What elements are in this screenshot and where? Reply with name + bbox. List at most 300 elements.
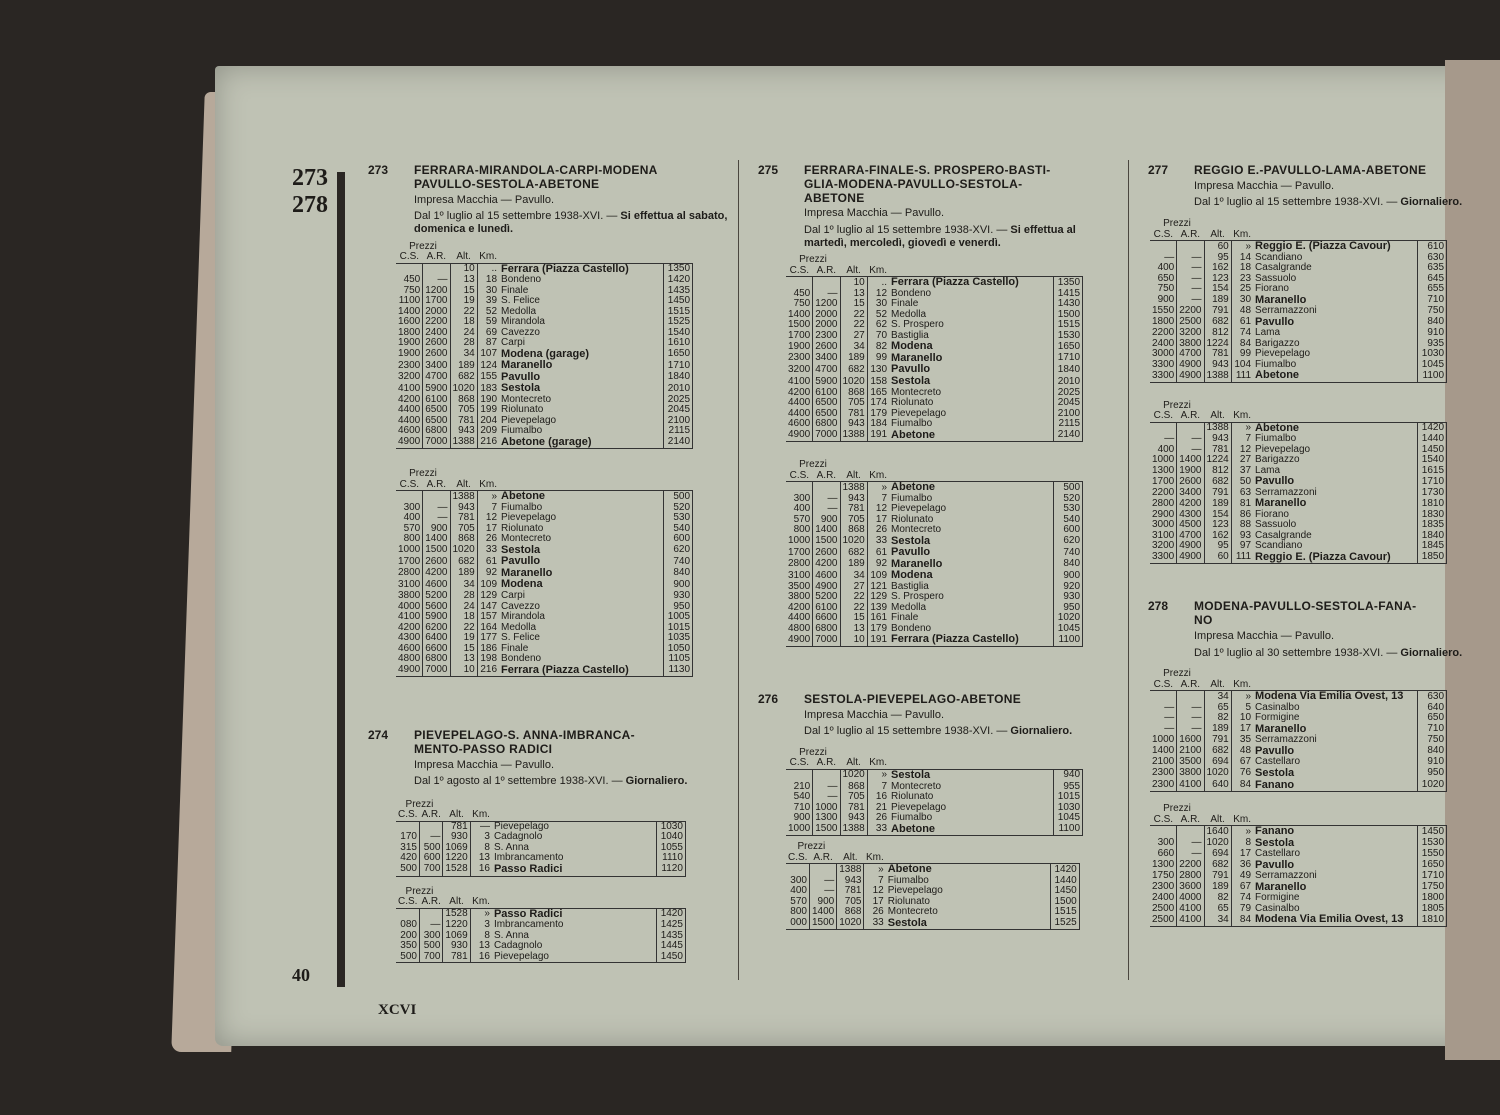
altitude: 10 bbox=[840, 277, 867, 289]
stop-name: Modena bbox=[891, 340, 933, 353]
table-row bbox=[786, 376, 1083, 388]
time: 1515 bbox=[1054, 320, 1083, 331]
column-header bbox=[886, 853, 1051, 864]
altitude: 18 bbox=[450, 317, 477, 328]
altitude: 943 bbox=[840, 813, 867, 824]
price-cs: 4100 bbox=[788, 375, 811, 387]
km: 14 bbox=[1231, 253, 1253, 264]
table-row bbox=[396, 591, 693, 602]
km: 177 bbox=[477, 633, 499, 644]
price-ar: 300 bbox=[419, 931, 442, 942]
price-ar: 5600 bbox=[423, 602, 450, 613]
price-cs: 400 bbox=[1157, 262, 1175, 274]
time: 1530 bbox=[1054, 331, 1083, 342]
column-header: C.S. bbox=[1150, 230, 1177, 241]
price-ar: 5900 bbox=[813, 376, 840, 388]
stop-name: Fanano bbox=[1253, 780, 1418, 792]
table-row bbox=[1150, 241, 1447, 253]
km: .. bbox=[867, 277, 889, 289]
altitude: 13 bbox=[840, 624, 867, 635]
stop-name: Serramazzoni bbox=[1255, 486, 1317, 498]
price-ar: 2000 bbox=[813, 310, 840, 321]
time: 1350 bbox=[664, 263, 693, 275]
stop-name: Casinalbo bbox=[1255, 902, 1300, 914]
altitude: 943 bbox=[1204, 360, 1231, 371]
stop-name: Maranello bbox=[1255, 722, 1307, 735]
stop-name: Fiorano bbox=[1255, 283, 1289, 295]
price-cs: 300 bbox=[403, 501, 421, 513]
km: » bbox=[867, 769, 889, 781]
stop-name: Sestola bbox=[891, 375, 931, 387]
price-ar: 6600 bbox=[423, 644, 450, 655]
km: 92 bbox=[867, 559, 889, 571]
km: 7 bbox=[477, 503, 499, 514]
km: 12 bbox=[867, 289, 889, 300]
time: 645 bbox=[1418, 274, 1447, 285]
column-header bbox=[1050, 853, 1079, 864]
km: 199 bbox=[477, 405, 499, 416]
altitude: 1388 bbox=[840, 430, 867, 442]
km: 30 bbox=[1231, 295, 1253, 307]
column-header bbox=[1253, 815, 1418, 826]
altitude: 1020 bbox=[840, 536, 867, 548]
altitude: 189 bbox=[450, 568, 477, 580]
column-header bbox=[664, 480, 693, 491]
price-cs: 750 bbox=[793, 298, 811, 310]
column-header: A.R. bbox=[423, 480, 450, 491]
column-header: C.S. bbox=[396, 480, 423, 491]
price-cs: 4900 bbox=[396, 437, 423, 449]
price-cs: 1100 bbox=[398, 295, 421, 307]
column-header bbox=[1054, 266, 1083, 277]
km: 174 bbox=[867, 398, 889, 409]
km: » bbox=[864, 864, 886, 876]
time: 1525 bbox=[664, 317, 693, 328]
price-ar: — bbox=[813, 782, 840, 793]
km: 124 bbox=[477, 360, 499, 372]
schedule-note: Dal 1º luglio al 15 settembre 1938-XVI. — Si effettua al martedì, mercoledì, giovedì e venerdì. bbox=[804, 224, 1076, 249]
stop-name: Pievepelago bbox=[887, 885, 943, 897]
km: 186 bbox=[477, 644, 499, 655]
altitude: 694 bbox=[1204, 849, 1231, 860]
altitude: 682 bbox=[840, 364, 867, 376]
price-cs: 570 bbox=[403, 522, 421, 534]
price-cs: 3300 bbox=[1150, 370, 1177, 382]
price-ar: 3400 bbox=[1177, 488, 1204, 499]
km: 179 bbox=[867, 409, 889, 420]
price-ar: 1500 bbox=[813, 536, 840, 548]
table-row bbox=[1150, 914, 1447, 926]
price-ar: — bbox=[1177, 703, 1204, 714]
stop-name: Riolunato bbox=[501, 404, 544, 416]
stop-name: Pievepelago bbox=[501, 512, 557, 524]
time: 1750 bbox=[1418, 882, 1447, 894]
price-cs: 4100 bbox=[398, 382, 421, 394]
price-ar: — bbox=[1177, 263, 1204, 274]
km: 76 bbox=[1231, 768, 1253, 780]
table-row bbox=[786, 364, 1083, 376]
price-cs: — bbox=[1164, 723, 1175, 735]
price-cs: 4200 bbox=[398, 621, 421, 633]
time: 900 bbox=[1054, 570, 1083, 582]
km: 204 bbox=[477, 416, 499, 427]
price-ar: — bbox=[1177, 295, 1204, 307]
table-row bbox=[396, 654, 693, 665]
time: 1020 bbox=[1418, 780, 1447, 792]
time: 1045 bbox=[1418, 360, 1447, 371]
price-ar: 2600 bbox=[813, 341, 840, 353]
time: 1500 bbox=[1050, 897, 1079, 908]
price-ar: 1400 bbox=[423, 534, 450, 545]
stop-name: Riolunato bbox=[887, 895, 930, 907]
stop-name: S. Prospero bbox=[891, 319, 944, 331]
price-ar: 4100 bbox=[1177, 780, 1204, 792]
price-cs: 500 bbox=[396, 952, 419, 963]
prices-header: Prezzi bbox=[1163, 218, 1191, 230]
time: 620 bbox=[1054, 536, 1083, 548]
prices-header: Prezzi bbox=[1163, 668, 1191, 680]
price-ar bbox=[809, 864, 836, 876]
price-ar: 6100 bbox=[423, 395, 450, 406]
km: 191 bbox=[867, 430, 889, 442]
km: 104 bbox=[1231, 360, 1253, 371]
stop-name: Montecreto bbox=[501, 393, 552, 405]
altitude: 189 bbox=[1204, 882, 1231, 894]
price-cs: 2300 bbox=[1150, 780, 1177, 792]
price-ar: — bbox=[813, 289, 840, 300]
km: 3 bbox=[470, 832, 492, 843]
price-ar: 6200 bbox=[423, 623, 450, 634]
price-ar: 1400 bbox=[813, 525, 840, 536]
time: 840 bbox=[1054, 559, 1083, 571]
time: 1035 bbox=[664, 633, 693, 644]
time: 1540 bbox=[664, 328, 693, 339]
price-ar: 5200 bbox=[813, 592, 840, 603]
time: 600 bbox=[664, 534, 693, 545]
altitude: 1020 bbox=[837, 918, 864, 930]
stop-name: Modena bbox=[501, 578, 543, 591]
km: 81 bbox=[1231, 498, 1253, 510]
stop-name: Fanano bbox=[1255, 825, 1295, 838]
price-cs: 1900 bbox=[788, 340, 811, 352]
roman-folio: XCVI bbox=[378, 1002, 417, 1018]
time: 1415 bbox=[1054, 289, 1083, 300]
price-ar: 2600 bbox=[813, 547, 840, 559]
price-cs: 420 bbox=[400, 852, 417, 864]
stop-name: Pievepelago bbox=[891, 801, 947, 813]
price-cs: 1700 bbox=[788, 546, 811, 558]
route-title: REGGIO E.-PAVULLO-LAMA-ABETONE bbox=[1194, 163, 1427, 177]
price-cs: 4100 bbox=[398, 611, 421, 623]
altitude: 1020 bbox=[1204, 838, 1231, 850]
altitude: 781 bbox=[450, 416, 477, 427]
price-ar: 1000 bbox=[813, 803, 840, 814]
stop-name: Cadagnolo bbox=[493, 940, 543, 952]
time: 1610 bbox=[664, 338, 693, 349]
section-273 bbox=[368, 164, 728, 677]
km: » bbox=[867, 482, 889, 494]
price-ar: 2600 bbox=[423, 338, 450, 349]
column-header: Km. bbox=[869, 264, 888, 276]
time: 1055 bbox=[656, 843, 685, 854]
altitude: 15 bbox=[450, 286, 477, 297]
column-header: A.R. bbox=[813, 266, 840, 277]
price-cs: 4900 bbox=[396, 665, 423, 677]
altitude: 868 bbox=[837, 907, 864, 918]
altitude: 22 bbox=[840, 603, 867, 614]
price-cs: 2400 bbox=[1152, 892, 1175, 904]
route-title: FERRARA-FINALE-S. PROSPERO-BASTI- bbox=[804, 163, 1051, 177]
table-row bbox=[786, 536, 1083, 548]
km: 17 bbox=[867, 515, 889, 526]
stop-name: Formigine bbox=[1255, 712, 1300, 724]
price-cs: 1750 bbox=[1152, 870, 1175, 882]
time: 2010 bbox=[664, 383, 693, 395]
altitude: 189 bbox=[1204, 724, 1231, 736]
altitude: 154 bbox=[1204, 510, 1231, 521]
price-cs: 570 bbox=[793, 513, 811, 525]
km: 198 bbox=[477, 654, 499, 665]
price-ar: — bbox=[809, 886, 836, 897]
altitude: 65 bbox=[1204, 904, 1231, 915]
stop-name: Scandiano bbox=[1255, 251, 1303, 263]
price-ar: 2500 bbox=[1177, 317, 1204, 329]
altitude: 682 bbox=[840, 547, 867, 559]
stop-name: Pavullo bbox=[1255, 475, 1295, 488]
km: 61 bbox=[1231, 317, 1253, 329]
column-header: C.S. bbox=[786, 266, 813, 277]
price-ar: 4300 bbox=[1177, 510, 1204, 521]
altitude: 1388 bbox=[1204, 422, 1231, 434]
stop-name: Sestola bbox=[891, 768, 931, 781]
column-header bbox=[1418, 411, 1447, 422]
stop-name: Barigazzo bbox=[1255, 337, 1300, 349]
table-row bbox=[396, 275, 693, 286]
stop-name: Abetone bbox=[1253, 370, 1418, 382]
price-ar: 1200 bbox=[813, 299, 840, 310]
price-cs: 300 bbox=[793, 492, 811, 504]
table-row bbox=[786, 482, 1083, 494]
stop-name: Lama bbox=[1255, 464, 1281, 476]
altitude: 781 bbox=[840, 504, 867, 515]
column-header: Alt. bbox=[1204, 815, 1231, 826]
route-number: 274 bbox=[368, 728, 389, 743]
column-header: Km. bbox=[865, 851, 884, 863]
altitude: 189 bbox=[1204, 498, 1231, 510]
time: 1045 bbox=[1054, 813, 1083, 824]
time: 630 bbox=[1418, 691, 1447, 703]
price-cs: 4900 bbox=[786, 634, 813, 646]
route-number: 278 bbox=[1148, 599, 1169, 614]
km: 111 bbox=[1231, 370, 1253, 382]
section-278 bbox=[1148, 600, 1488, 926]
price-ar: 4200 bbox=[423, 568, 450, 580]
price-ar: 6600 bbox=[813, 613, 840, 624]
time: 935 bbox=[1418, 339, 1447, 350]
time: 2115 bbox=[1054, 419, 1083, 430]
altitude: 781 bbox=[443, 952, 470, 963]
km: 121 bbox=[867, 582, 889, 593]
price-cs: 400 bbox=[793, 503, 811, 515]
route-title: NO bbox=[1194, 613, 1213, 628]
price-ar: — bbox=[1177, 434, 1204, 445]
price-cs: 1550 bbox=[1152, 305, 1175, 317]
altitude: 22 bbox=[840, 592, 867, 603]
price-ar: 2000 bbox=[813, 320, 840, 331]
km: 33 bbox=[477, 545, 499, 557]
time: 740 bbox=[1054, 547, 1083, 559]
stop-name: Fiumalbo bbox=[1255, 433, 1297, 445]
altitude: 682 bbox=[1204, 317, 1231, 329]
stop-name: Modena Via Emilia Ovest, 13 bbox=[1255, 690, 1404, 703]
stop-name: Pavullo bbox=[891, 363, 931, 376]
altitude: 189 bbox=[450, 360, 477, 372]
altitude: 705 bbox=[840, 515, 867, 526]
km: 36 bbox=[1231, 860, 1253, 872]
price-ar: 1500 bbox=[813, 824, 840, 836]
km: 16 bbox=[470, 864, 492, 876]
prices-header: Prezzi bbox=[405, 885, 434, 897]
altitude: 95 bbox=[1204, 541, 1231, 552]
altitude: 18 bbox=[450, 612, 477, 623]
km: 82 bbox=[867, 341, 889, 353]
stop-name: Modena bbox=[891, 569, 933, 582]
km: — bbox=[470, 821, 492, 832]
column-header: Alt. bbox=[450, 480, 477, 491]
page-number-top: 273 bbox=[292, 165, 328, 191]
stop-name: Pavullo bbox=[1255, 315, 1295, 328]
column-header: C.S. bbox=[396, 252, 423, 263]
stop-name: Mirandola bbox=[501, 316, 545, 328]
column-header: Km. bbox=[472, 809, 490, 821]
timetable-return bbox=[786, 460, 1083, 647]
price-cs: 1400 bbox=[1152, 745, 1175, 757]
altitude: 705 bbox=[840, 398, 867, 409]
column-header: C.S. bbox=[786, 471, 813, 482]
stop-name: Abetone bbox=[889, 430, 1054, 442]
stop-name: Barigazzo bbox=[1255, 454, 1300, 466]
column-header: Alt. bbox=[443, 810, 470, 821]
time: 1550 bbox=[1418, 849, 1447, 860]
stop-name: S. Prospero bbox=[891, 591, 944, 603]
price-cs: 4200 bbox=[398, 393, 421, 405]
time: 900 bbox=[664, 579, 693, 591]
schedule-note: Dal 1º luglio al 15 settembre 1938-XVI. — Giornaliero. bbox=[1194, 196, 1463, 209]
price-ar: 1200 bbox=[423, 286, 450, 297]
table-row bbox=[1150, 780, 1447, 792]
price-ar: 6800 bbox=[813, 419, 840, 430]
price-cs: 4400 bbox=[398, 404, 421, 416]
altitude: 22 bbox=[840, 310, 867, 321]
stop-name: Sestola bbox=[891, 534, 931, 547]
price-cs: 900 bbox=[793, 812, 811, 823]
operator: Impresa Macchia — Pavullo. bbox=[414, 758, 554, 771]
price-cs: 2300 bbox=[398, 359, 421, 371]
km: 61 bbox=[867, 547, 889, 559]
time: 840 bbox=[664, 568, 693, 580]
column-header: A.R. bbox=[1177, 230, 1204, 241]
km: 8 bbox=[470, 931, 492, 942]
price-ar: — bbox=[813, 792, 840, 803]
altitude: 781 bbox=[837, 886, 864, 897]
km: 79 bbox=[1231, 904, 1253, 915]
altitude: 1220 bbox=[443, 920, 470, 931]
km: 191 bbox=[867, 634, 889, 646]
price-cs: 3200 bbox=[398, 371, 421, 383]
time: 750 bbox=[1418, 735, 1447, 746]
altitude: 15 bbox=[840, 613, 867, 624]
time: 1120 bbox=[656, 864, 685, 876]
price-cs: 4400 bbox=[398, 414, 421, 426]
price-ar bbox=[1177, 826, 1204, 838]
stop-name: Ferrara (Piazza Castello) bbox=[499, 665, 664, 677]
page-number-bottom: 278 bbox=[292, 192, 328, 218]
altitude: 791 bbox=[1204, 488, 1231, 499]
price-ar: 1400 bbox=[1177, 455, 1204, 466]
price-cs: 3800 bbox=[398, 590, 421, 602]
price-ar: — bbox=[1177, 713, 1204, 724]
price-ar: 4700 bbox=[1177, 349, 1204, 360]
stop-name: Cavezzo bbox=[501, 326, 540, 338]
km: 21 bbox=[867, 803, 889, 814]
stop-name: Bondeno bbox=[891, 287, 932, 299]
price-ar: — bbox=[1177, 253, 1204, 264]
price-ar: — bbox=[1177, 724, 1204, 736]
route-number: 277 bbox=[1148, 163, 1169, 177]
altitude: 19 bbox=[450, 296, 477, 307]
route-title: PAVULLO-SESTOLA-ABETONE bbox=[414, 176, 600, 191]
stop-name: Carpi bbox=[501, 590, 525, 602]
km: 12 bbox=[867, 504, 889, 515]
stop-name: Modena (garage) bbox=[501, 347, 590, 360]
time: 1350 bbox=[1054, 277, 1083, 289]
altitude: 682 bbox=[1204, 860, 1231, 872]
time: 1450 bbox=[1418, 826, 1447, 838]
prices-header: Prezzi bbox=[1163, 803, 1191, 815]
km: 164 bbox=[477, 623, 499, 634]
km: 183 bbox=[477, 383, 499, 395]
time: 1530 bbox=[1418, 838, 1447, 850]
time: 530 bbox=[1054, 504, 1083, 515]
table-row bbox=[786, 525, 1083, 536]
altitude: 60 bbox=[1204, 552, 1231, 564]
table-row bbox=[1150, 552, 1447, 564]
prices-header: Prezzi bbox=[1163, 399, 1191, 411]
price-cs: 570 bbox=[790, 895, 807, 907]
stop-name: Pievepelago bbox=[493, 820, 549, 832]
price-cs: 2800 bbox=[398, 567, 421, 579]
stop-name: Montecreto bbox=[891, 386, 942, 398]
altitude: 1224 bbox=[1204, 455, 1231, 466]
price-ar bbox=[813, 482, 840, 494]
price-cs: 200 bbox=[400, 929, 417, 941]
column-header: A.R. bbox=[423, 252, 450, 263]
time: 650 bbox=[1418, 713, 1447, 724]
time: 955 bbox=[1054, 782, 1083, 793]
stop-name: Montecreto bbox=[501, 533, 552, 545]
time: 500 bbox=[1054, 482, 1083, 494]
stop-name: Pievepelago bbox=[1255, 348, 1311, 360]
price-cs: 210 bbox=[793, 780, 811, 792]
km: 99 bbox=[867, 353, 889, 365]
km: 27 bbox=[1231, 455, 1253, 466]
price-cs: 2800 bbox=[1152, 497, 1175, 509]
altitude: 13 bbox=[450, 275, 477, 286]
km: 17 bbox=[1231, 849, 1253, 860]
time: 1015 bbox=[1054, 792, 1083, 803]
price-cs: 660 bbox=[1157, 848, 1175, 860]
column-header: Km. bbox=[479, 478, 498, 490]
